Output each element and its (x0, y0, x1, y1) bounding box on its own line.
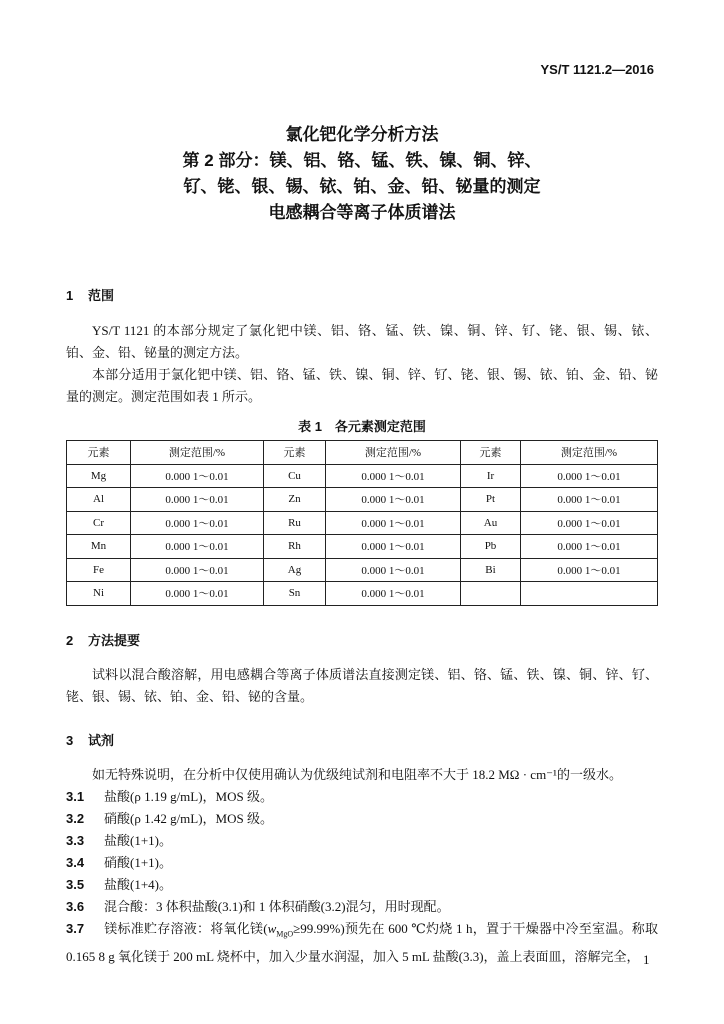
title-line: 钌、铑、银、锡、铱、铂、金、铅、铋量的测定 (183, 177, 541, 196)
reagent-item (66, 830, 658, 852)
subscript: MgO (276, 929, 294, 939)
element-cell: Pb (461, 535, 521, 559)
element-cell: Al (67, 488, 131, 512)
item-number: 3.6 (66, 899, 85, 914)
table-row (67, 464, 658, 488)
table-row (67, 511, 658, 535)
table-header-row (67, 441, 658, 465)
section-number: 3 (66, 733, 74, 748)
item-text: 盐酸(1+1)。 (104, 833, 172, 848)
range-cell: 0.000 1～0.01 (326, 535, 461, 559)
item-text: 盐酸(1+4)。 (104, 877, 172, 892)
item-text: 镁标准贮存溶液：将氧化镁( (104, 921, 268, 936)
item-text: 硝酸(1+1)。 (104, 855, 172, 870)
range-cell: 0.000 1～0.01 (521, 535, 658, 559)
element-cell: Ag (264, 558, 326, 582)
element-cell: Rh (264, 535, 326, 559)
range-cell: 0.000 1～0.01 (326, 558, 461, 582)
column-header: 测定范围/% (131, 441, 264, 465)
element-cell: Mg (67, 464, 131, 488)
element-cell: Zn (264, 488, 326, 512)
title-line: 氯化钯化学分析方法 (285, 125, 439, 144)
range-cell: 0.000 1～0.01 (521, 464, 658, 488)
range-cell: 0.000 1～0.01 (131, 558, 264, 582)
reagent-item (66, 874, 658, 896)
document-title (0, 122, 724, 226)
range-cell: 0.000 1～0.01 (131, 582, 264, 606)
reagent-item (66, 852, 658, 874)
range-cell: 0.000 1～0.01 (326, 488, 461, 512)
item-number: 3.1 (66, 789, 85, 804)
section-1-heading (66, 285, 114, 304)
column-header: 元素 (264, 441, 326, 465)
element-cell: Mn (67, 535, 131, 559)
element-cell: Ni (67, 582, 131, 606)
page-number: 1 (643, 952, 650, 967)
reagent-item (66, 786, 658, 808)
item-text: 盐酸(ρ 1.19 g/mL)，MOS 级。 (104, 789, 273, 804)
item-text: 硝酸(ρ 1.42 g/mL)，MOS 级。 (104, 811, 273, 826)
paragraph: YS/T 1121 的本部分规定了氯化钯中镁、铝、铬、锰、铁、镍、铜、锌、钌、铑、银、锡、铱、铂、金、铅、铋量的测定方法。 (66, 323, 658, 360)
range-cell: 0.000 1～0.01 (521, 488, 658, 512)
paragraph: 如无特殊说明，在分析中仅使用确认为优级纯试剂和电阻率不大于 18.2 MΩ · cm⁻¹的一级水。 (92, 767, 622, 782)
standard-number: YS/T 1121.2—2016 (540, 62, 654, 77)
range-cell: 0.000 1～0.01 (326, 511, 461, 535)
range-cell: 0.000 1～0.01 (521, 558, 658, 582)
table-row (67, 488, 658, 512)
range-cell: 0.000 1～0.01 (326, 464, 461, 488)
section-3-heading (66, 730, 114, 749)
reagent-item (66, 896, 658, 918)
title-line: 电感耦合等离子体质谱法 (268, 203, 456, 222)
section-title: 试剂 (88, 733, 115, 748)
title-line: 第 2 部分：镁、铝、铬、锰、铁、镍、铜、锌、 (182, 151, 542, 170)
column-header: 元素 (67, 441, 131, 465)
item-text: ≥99.99%)预先在 600 ℃灼烧 1 h，置于干燥器中冷至室温。称取 0.165 8 g 氧化镁于 200 mL 烧杯中，加入少量水润湿，加入 5 mL 盐酸(3.3)，盖上表面皿，溶解完全， (66, 921, 658, 964)
table-row (67, 535, 658, 559)
element-cell: Cr (67, 511, 131, 535)
paragraph: 试料以混合酸溶解，用电感耦合等离子体质谱法直接测定镁、铝、铬、锰、铁、镍、铜、锌、钌、铑、银、锡、铱、铂、金、铅、铋的含量。 (66, 667, 658, 704)
mass-fraction-symbol: w (267, 921, 277, 936)
column-header: 元素 (461, 441, 521, 465)
section-number: 2 (66, 633, 74, 648)
element-cell (461, 582, 521, 606)
paragraph: 本部分适用于氯化钯中镁、铝、铬、锰、铁、镍、铜、锌、钌、铑、银、锡、铱、铂、金、铅、铋量的测定。测定范围如表 1 所示。 (66, 367, 658, 404)
item-number: 3.4 (66, 855, 85, 870)
section-number: 1 (66, 288, 74, 303)
column-header: 测定范围/% (521, 441, 658, 465)
section-2-heading (66, 630, 140, 649)
element-cell: Fe (67, 558, 131, 582)
item-text: 混合酸：3 体积盐酸(3.1)和 1 体积硝酸(3.2)混匀，用时现配。 (104, 899, 450, 914)
element-range-table (66, 440, 658, 606)
element-cell: Pt (461, 488, 521, 512)
table-row (67, 582, 658, 606)
range-cell: 0.000 1～0.01 (131, 488, 264, 512)
reagent-item (66, 808, 658, 830)
reagent-item (66, 918, 658, 968)
element-cell: Sn (264, 582, 326, 606)
range-cell (521, 582, 658, 606)
element-cell: Bi (461, 558, 521, 582)
section-title: 范围 (88, 288, 115, 303)
range-cell: 0.000 1～0.01 (521, 511, 658, 535)
table-caption: 表 1 各元素测定范围 (298, 419, 426, 434)
table-row (67, 558, 658, 582)
item-number: 3.7 (66, 921, 85, 936)
range-cell: 0.000 1～0.01 (131, 535, 264, 559)
section-title: 方法提要 (88, 633, 141, 648)
item-number: 3.5 (66, 877, 85, 892)
element-cell: Cu (264, 464, 326, 488)
element-cell: Ru (264, 511, 326, 535)
range-cell: 0.000 1～0.01 (131, 464, 264, 488)
column-header: 测定范围/% (326, 441, 461, 465)
element-cell: Au (461, 511, 521, 535)
item-number: 3.2 (66, 811, 85, 826)
element-cell: Ir (461, 464, 521, 488)
range-cell: 0.000 1～0.01 (326, 582, 461, 606)
range-cell: 0.000 1～0.01 (131, 511, 264, 535)
item-number: 3.3 (66, 833, 85, 848)
